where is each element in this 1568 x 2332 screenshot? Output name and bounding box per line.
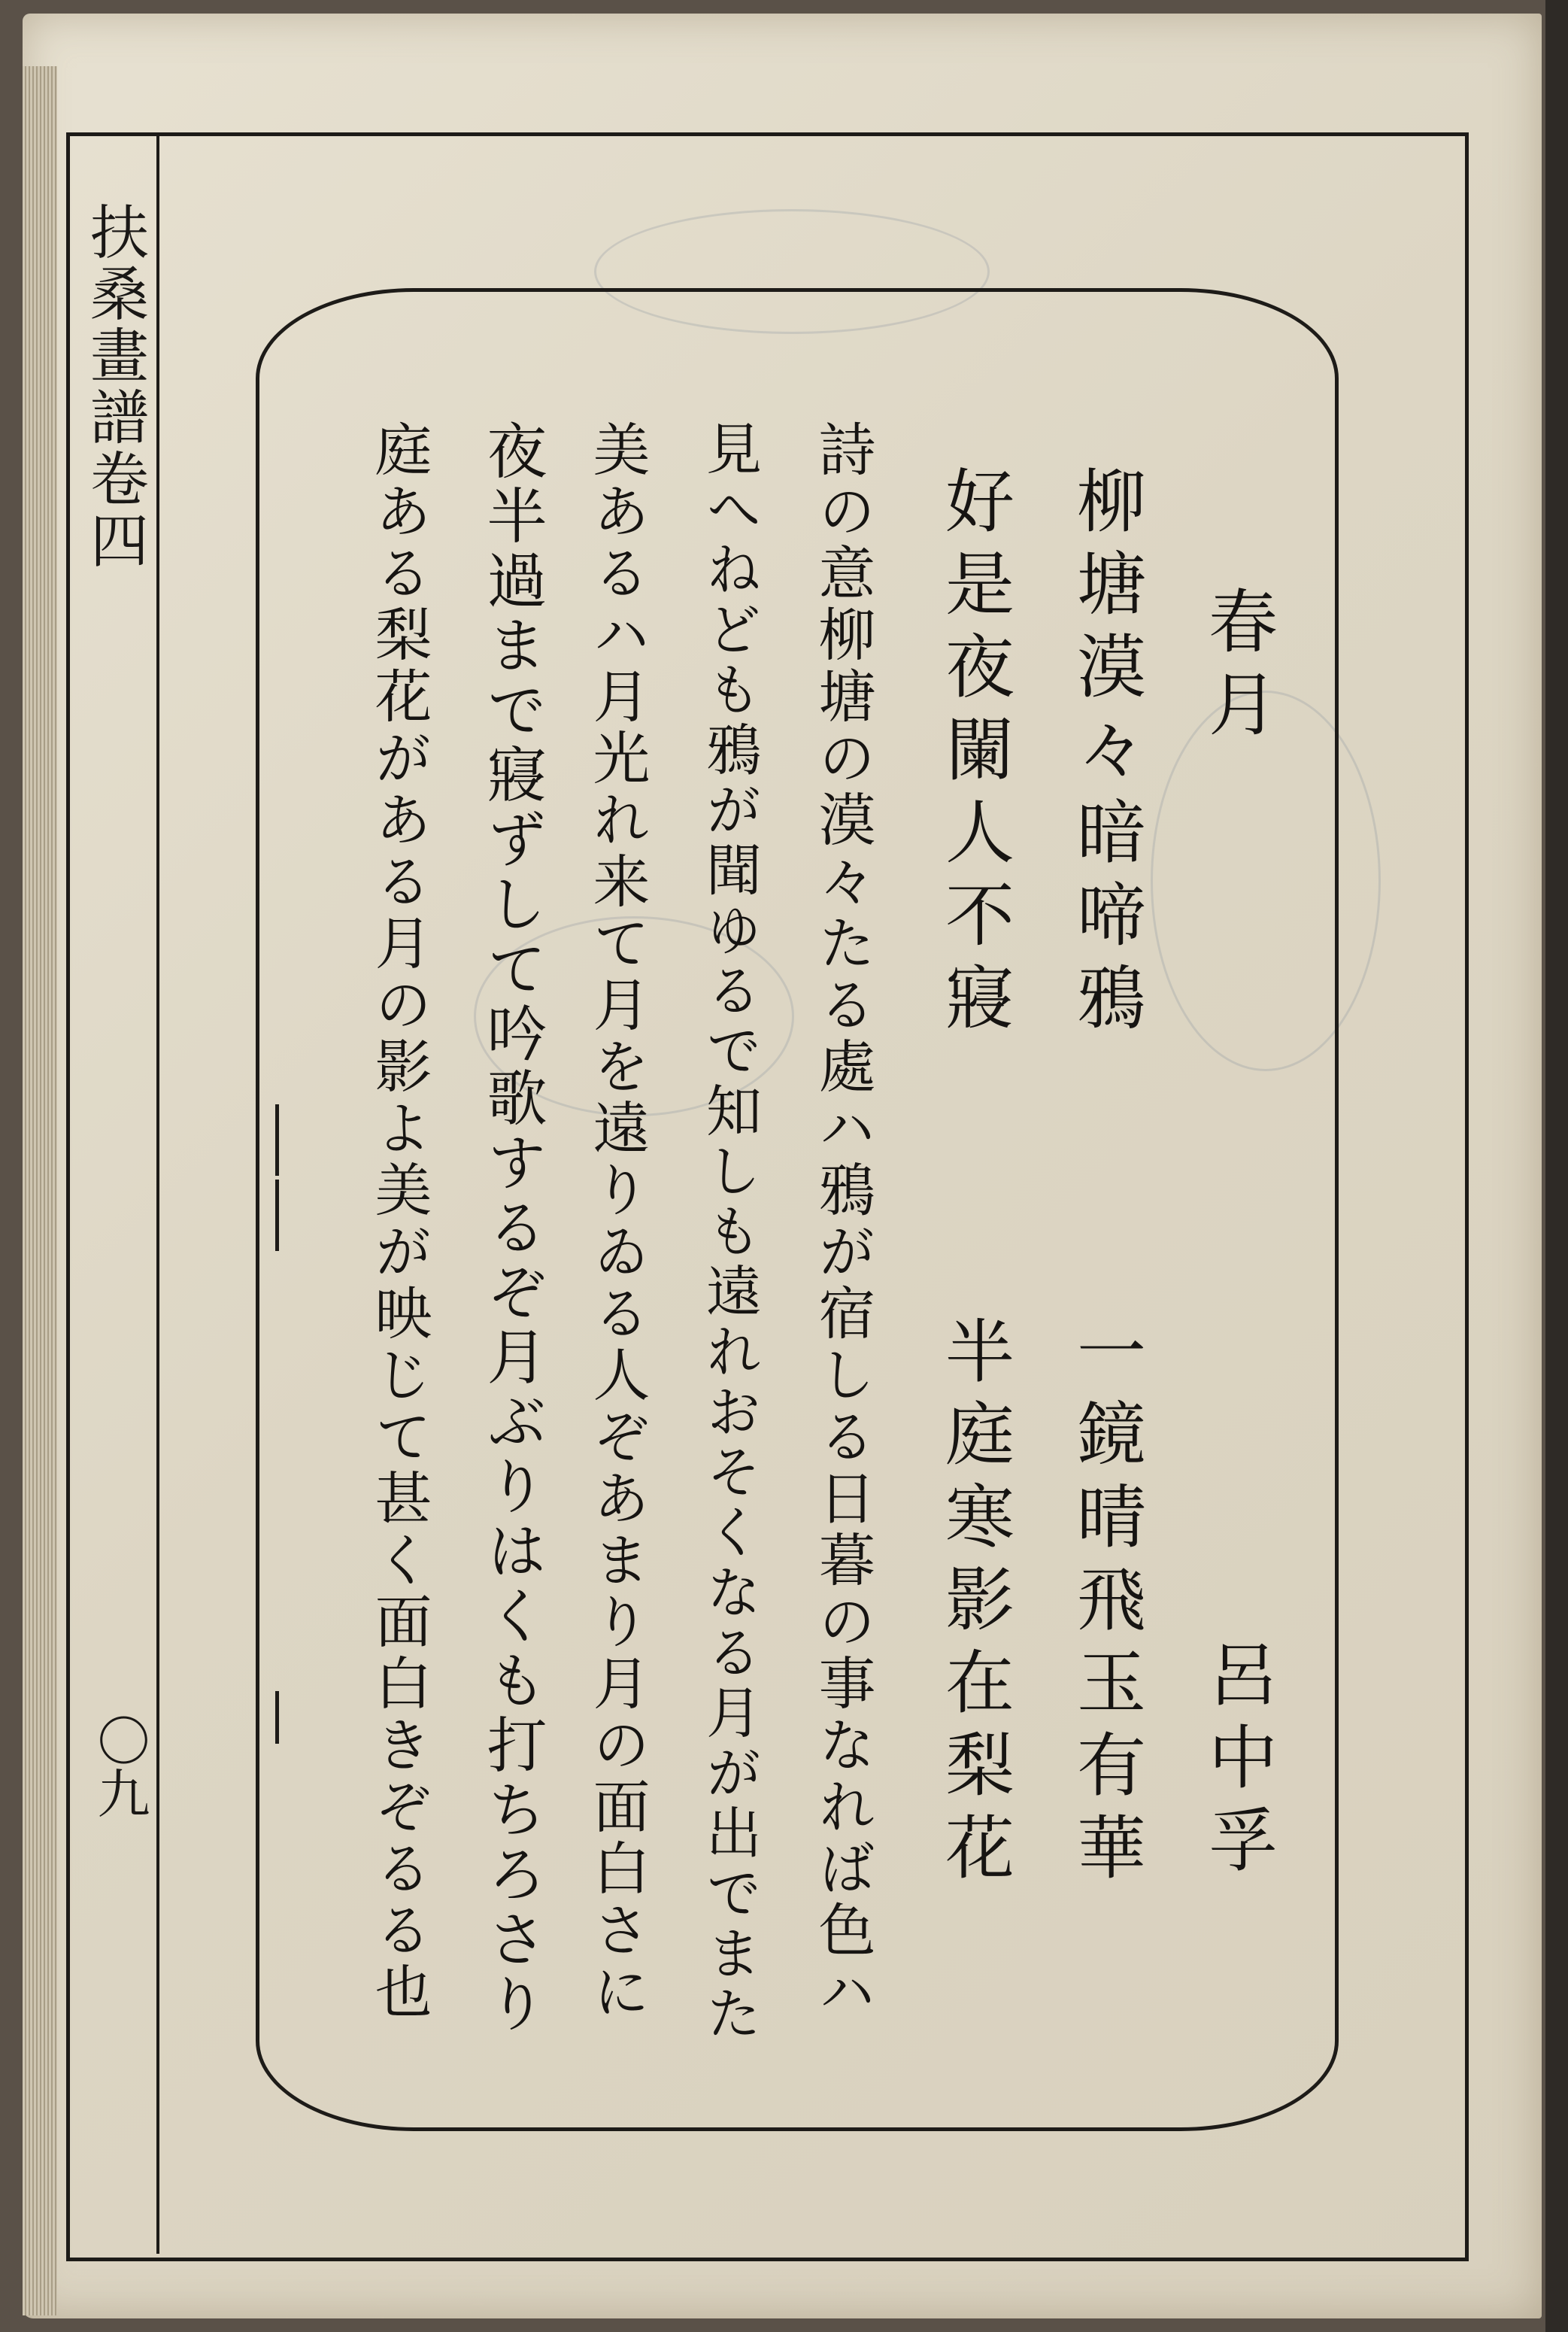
commentary-line-2: 見へねども鴉が聞ゆるで知しも遠れおそくなる月が出でまた xyxy=(697,420,762,2045)
book-page xyxy=(23,14,1542,2318)
commentary-line-4: 夜半過まで寢ずして吟歌するぞ月ぶりはくも打ちろさり xyxy=(477,420,547,2037)
poem-line-2: 一鏡晴飛玉有華 xyxy=(1066,1315,1146,1894)
poem-line-1: 柳塘漠々暗啼鴉 xyxy=(1066,465,1146,1044)
margin-rule xyxy=(156,132,159,2254)
poem-title: 春月 xyxy=(1197,585,1278,751)
poem-line-3: 好是夜闌人不寢 xyxy=(934,465,1014,1044)
page-number: 〇九 xyxy=(89,1714,150,1819)
adjacent-page-shadow xyxy=(1545,0,1568,2332)
running-title: 扶桑畫譜卷四 xyxy=(80,202,148,572)
page-edges xyxy=(23,66,57,2315)
commentary-line-3: 美あるハ月光れ来て月を遠りゐる人ぞあまり月の面白さに xyxy=(584,420,651,2024)
poem-line-4: 半庭寒影在梨花 xyxy=(934,1315,1014,1894)
poem-author: 呂中孚 xyxy=(1197,1638,1278,1887)
commentary-line-1: 詩の意柳塘の漠々たる處ハ鴉が宿しる日暮の事なれば色ハ xyxy=(809,420,876,2024)
commentary-line-5: 庭ある梨花がある月の影よ美が映じて甚く面白きぞるる也 xyxy=(365,420,432,2024)
